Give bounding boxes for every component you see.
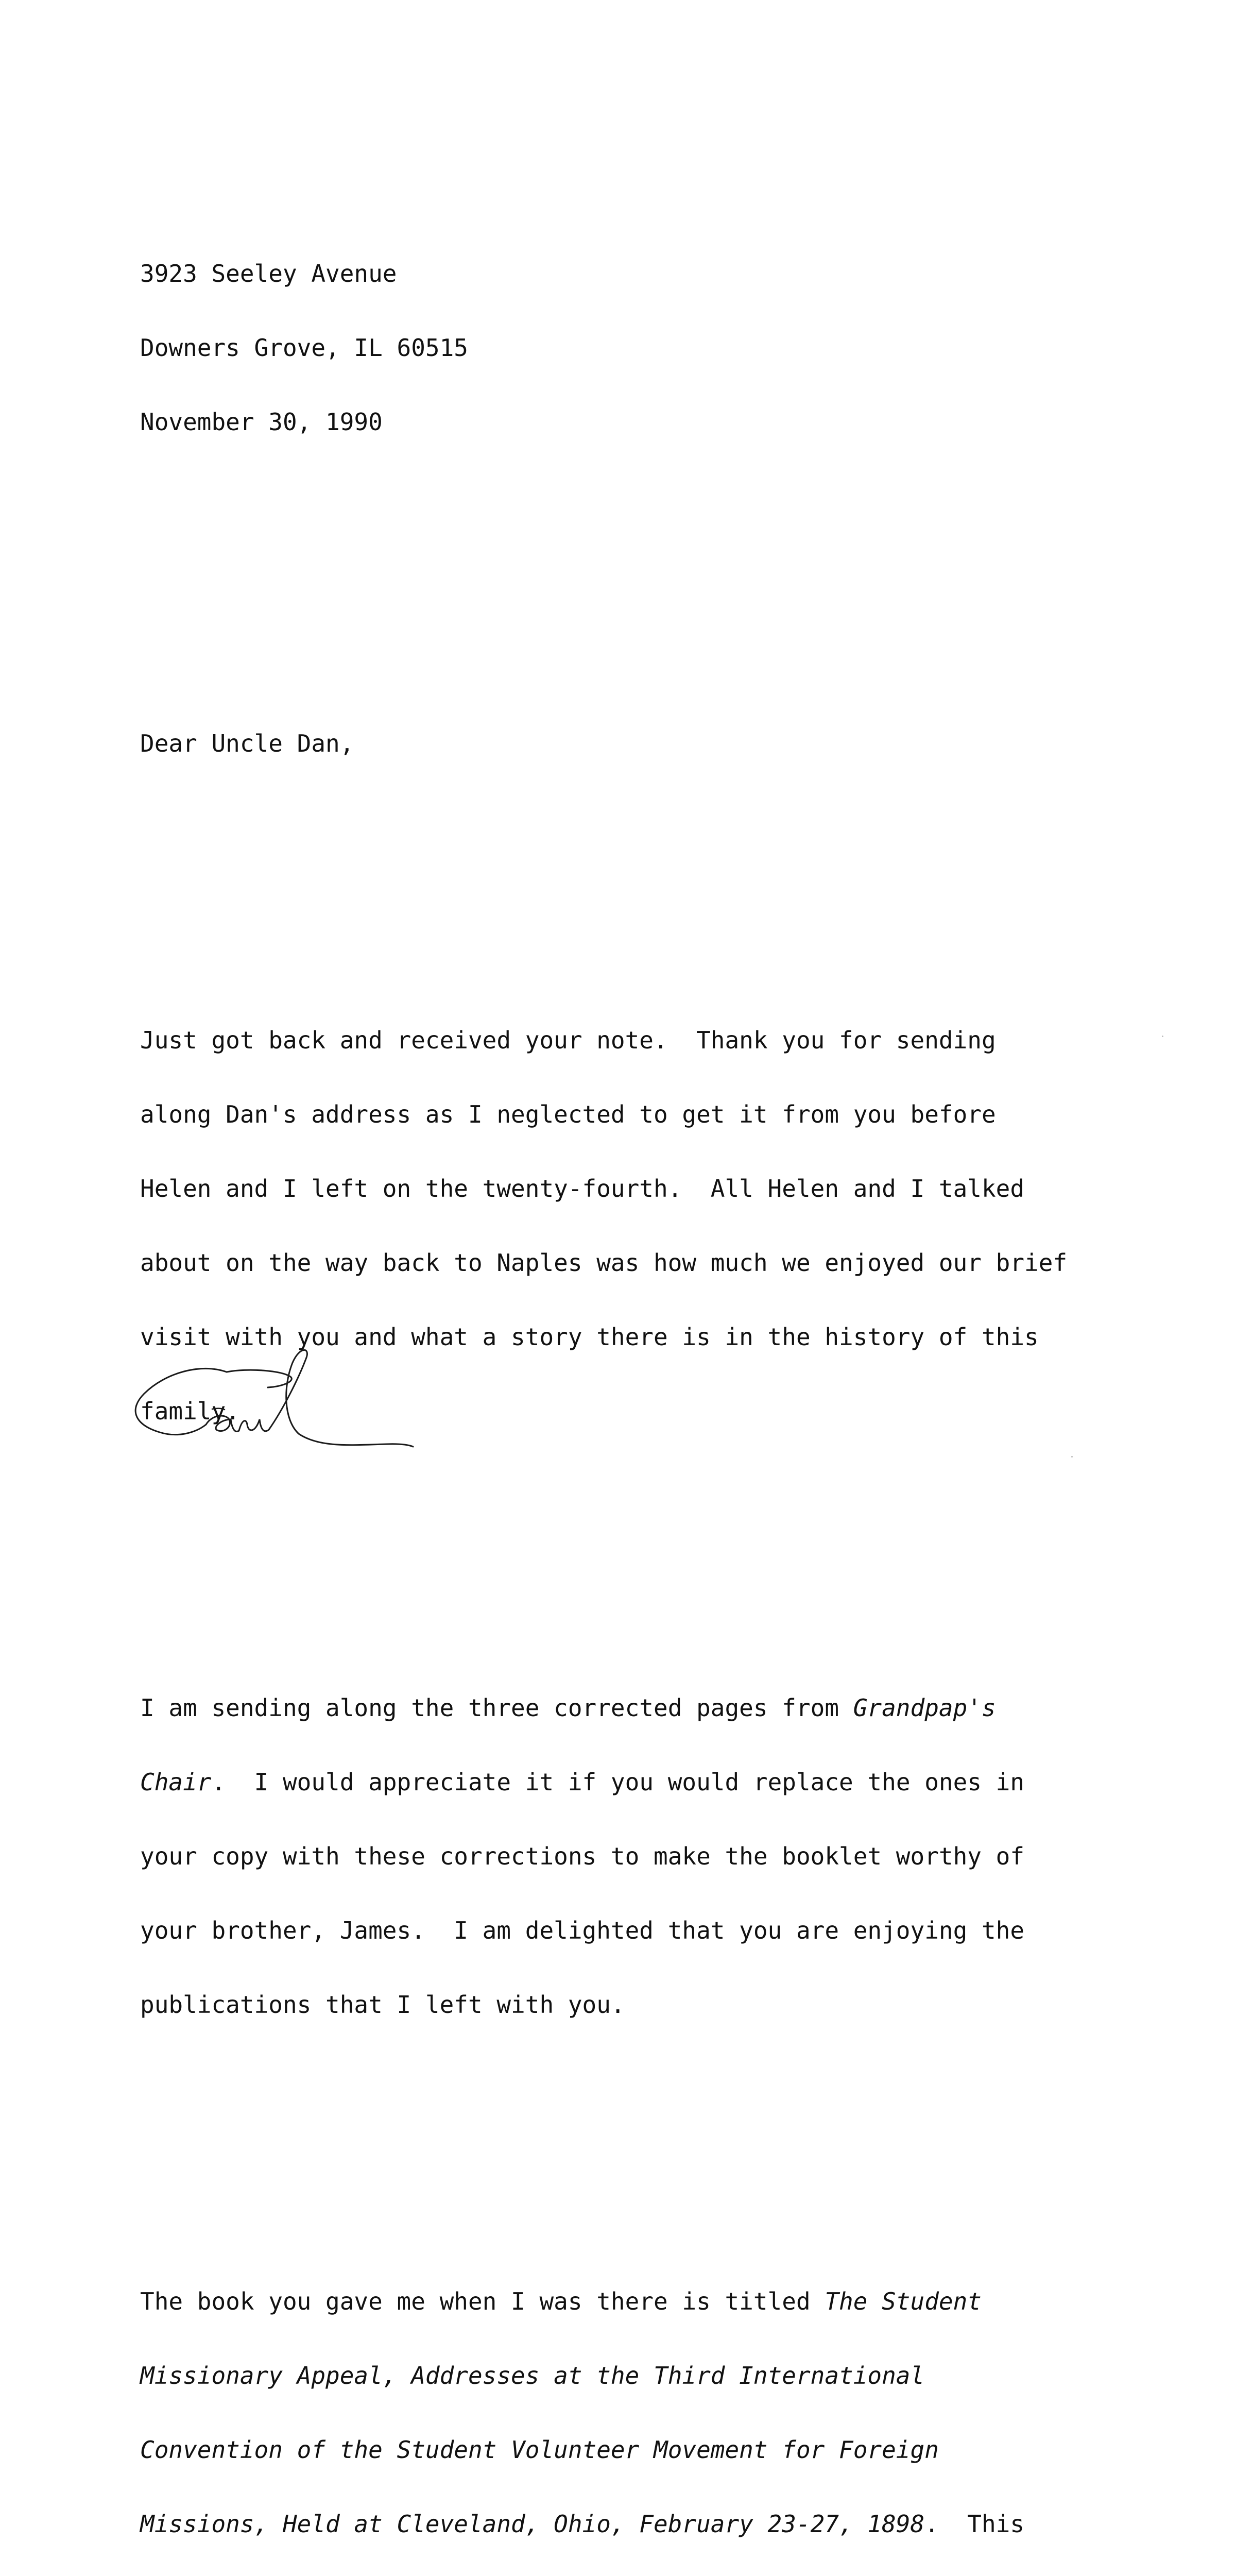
book-title: The Student	[825, 2287, 982, 2315]
paragraph-line	[140, 2363, 1119, 2388]
paragraph-line: about on the way back to Naples was how much we enjoyed our brief	[140, 1249, 1068, 1277]
paragraph-line: your brother, James. I am delighted that you are enjoying the	[140, 1917, 1025, 1944]
handwritten-signature	[129, 1342, 417, 1461]
paragraph-line: along Dan's address as I neglected to get it from you before	[140, 1100, 996, 1128]
paragraph-text: . This	[924, 2510, 1025, 2538]
salutation: Dear Uncle Dan,	[140, 730, 354, 757]
signature-strokes	[135, 1350, 413, 1447]
paragraph-line: your copy with these corrections to make the booklet worthy of	[140, 1842, 1025, 1870]
paragraph-text: . I would appreciate it if you would replace the ones in	[211, 1768, 1025, 1796]
paragraph-line	[140, 2437, 1119, 2462]
address-street: 3923 Seeley Avenue	[140, 260, 397, 287]
paragraph-line	[140, 1696, 1119, 1720]
paragraph-line: Just got back and received your note. Thank you for sending	[140, 1026, 996, 1054]
book-title: Missions, Held at Cleveland, Ohio, February 23-27, 1898	[140, 2510, 925, 2538]
paragraph-line	[140, 1770, 1119, 1794]
salutation-block	[140, 682, 1119, 805]
book-title: Chair	[140, 1768, 212, 1796]
book-title: Missionary Appeal, Addresses at the Third International	[140, 2362, 925, 2389]
letter-date: November 30, 1990	[140, 408, 383, 436]
paragraph-line: Helen and I left on the twenty-fourth. All Helen and I talked	[140, 1175, 1025, 1202]
paragraph-3	[140, 2240, 1119, 2576]
return-address	[140, 212, 1119, 484]
book-title: Convention of the Student Volunteer Movement for Foreign	[140, 2436, 939, 2464]
paragraph-line	[140, 2512, 1119, 2536]
paper-speck	[1162, 1036, 1163, 1037]
paragraph-line: publications that I left with you.	[140, 1991, 625, 2019]
address-city: Downers Grove, IL 60515	[140, 334, 468, 362]
book-title: Grandpap's	[853, 1694, 996, 1722]
paragraph-text: I am sending along the three corrected pages from	[140, 1694, 853, 1722]
paragraph-line	[140, 2289, 1119, 2314]
paragraph-text: The book you gave me when I was there is titled	[140, 2287, 825, 2315]
paragraph-line: visit with you and what a story there is in the history of this	[140, 1323, 1039, 1351]
paragraph-line: family.	[140, 1397, 240, 1425]
paragraph-2	[140, 1646, 1119, 2066]
paper-speck	[1071, 1456, 1073, 1458]
